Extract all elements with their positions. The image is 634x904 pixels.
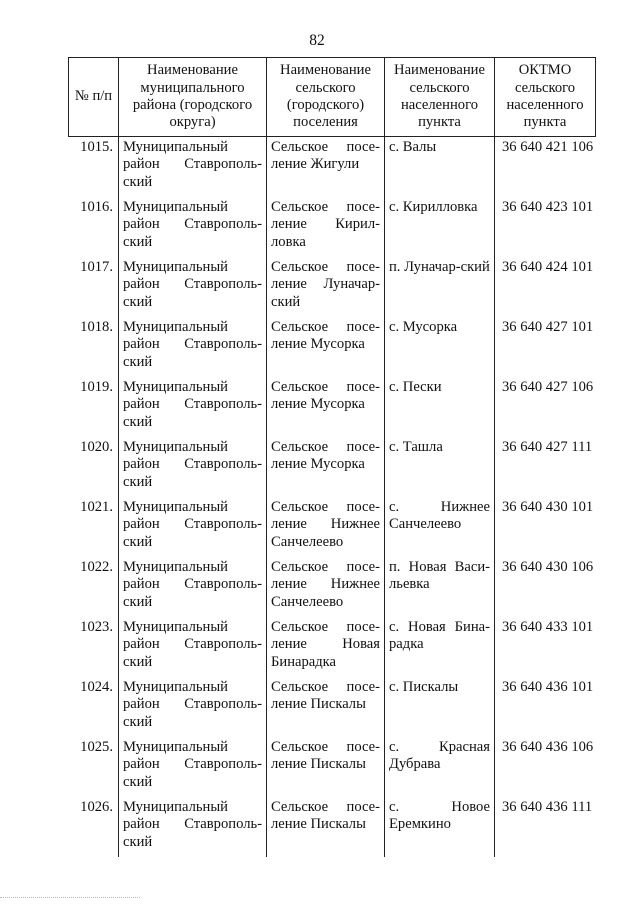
settlement-name: Сельское посе-ление Пискалы: [267, 677, 385, 737]
oktmo-code: 36 640 423 101: [502, 199, 594, 215]
locality-name: с. Валы: [385, 137, 495, 198]
locality-name: с. Пески: [385, 377, 495, 437]
locality-name: п. Луначар-ский: [385, 257, 495, 317]
district-name: Муниципальный район Ставрополь-ский: [119, 737, 267, 797]
table-row: [69, 197, 596, 257]
row-number: 1026.: [69, 797, 119, 857]
header-locality: Наименование сельского населенного пункта: [385, 58, 495, 137]
locality-name: с. Нижнее Санчелеево: [385, 497, 495, 557]
oktmo-code: 36 640 421 106: [502, 139, 594, 155]
row-number: 1021.: [69, 497, 119, 557]
table-row: [69, 737, 596, 797]
header-district: Наименование муниципального района (городского округа): [119, 58, 267, 137]
district-name: Муниципальный район Ставрополь-ский: [119, 137, 267, 198]
row-number: 1025.: [69, 737, 119, 797]
district-name: Муниципальный район Ставрополь-ский: [119, 557, 267, 617]
settlements-table: [68, 57, 596, 857]
table-row: [69, 437, 596, 497]
table-row: [69, 257, 596, 317]
header-oktmo: ОКТМО сельского населенного пункта: [495, 58, 596, 137]
district-name: Муниципальный район Ставрополь-ский: [119, 677, 267, 737]
scan-edge-mark: [0, 897, 140, 902]
row-number: 1022.: [69, 557, 119, 617]
locality-name: с. Мусорка: [385, 317, 495, 377]
header-num: № п/п: [69, 58, 119, 137]
table-row: [69, 317, 596, 377]
table-row: [69, 137, 596, 198]
table-row: [69, 497, 596, 557]
row-number: 1018.: [69, 317, 119, 377]
oktmo-code: 36 640 436 106: [502, 739, 594, 755]
row-number: 1019.: [69, 377, 119, 437]
oktmo-code: 36 640 433 101: [502, 619, 594, 635]
table-row: [69, 377, 596, 437]
locality-name: с. Пискалы: [385, 677, 495, 737]
settlement-name: Сельское посе-ление Мусорка: [267, 437, 385, 497]
locality-name: с. Новое Еремкино: [385, 797, 495, 857]
row-number: 1015.: [69, 137, 119, 198]
header-settlement: Наименование сельского (городского) поселения: [267, 58, 385, 137]
row-number: 1020.: [69, 437, 119, 497]
oktmo-code: 36 640 430 101: [502, 499, 594, 515]
row-number: 1024.: [69, 677, 119, 737]
oktmo-code: 36 640 436 101: [502, 679, 594, 695]
settlement-name: Сельское посе-ление Мусорка: [267, 377, 385, 437]
locality-name: п. Новая Васи-льевка: [385, 557, 495, 617]
oktmo-code: 36 640 427 111: [502, 439, 593, 455]
settlement-name: Сельское посе-ление Луначар-ский: [267, 257, 385, 317]
row-number: 1017.: [69, 257, 119, 317]
district-name: Муниципальный район Ставрополь-ский: [119, 377, 267, 437]
row-number: 1023.: [69, 617, 119, 677]
district-name: Муниципальный район Ставрополь-ский: [119, 437, 267, 497]
settlement-name: Сельское посе-ление Пискалы: [267, 797, 385, 857]
table-header-row: [69, 58, 596, 137]
settlement-name: Сельское посе-ление Мусорка: [267, 317, 385, 377]
settlement-name: Сельское посе-ление Жигули: [267, 137, 385, 198]
locality-name: с. Красная Дубрава: [385, 737, 495, 797]
oktmo-code: 36 640 436 111: [502, 799, 593, 815]
locality-name: с. Ташла: [385, 437, 495, 497]
table-row: [69, 617, 596, 677]
settlement-name: Сельское посе-ление Нижнее Санчелеево: [267, 497, 385, 557]
settlement-name: Сельское посе-ление Нижнее Санчелеево: [267, 557, 385, 617]
table-row: [69, 797, 596, 857]
locality-name: с. Кирилловка: [385, 197, 495, 257]
district-name: Муниципальный район Ставрополь-ский: [119, 257, 267, 317]
oktmo-code: 36 640 430 106: [502, 559, 594, 575]
district-name: Муниципальный район Ставрополь-ский: [119, 797, 267, 857]
table-row: [69, 557, 596, 617]
page-number: 82: [309, 32, 325, 49]
settlement-name: Сельское посе-ление Новая Бинарадка: [267, 617, 385, 677]
row-number: 1016.: [69, 197, 119, 257]
oktmo-code: 36 640 427 101: [502, 319, 594, 335]
oktmo-code: 36 640 427 106: [502, 379, 594, 395]
locality-name: с. Новая Бина-радка: [385, 617, 495, 677]
settlement-name: Сельское посе-ление Кирил-ловка: [267, 197, 385, 257]
district-name: Муниципальный район Ставрополь-ский: [119, 617, 267, 677]
district-name: Муниципальный район Ставрополь-ский: [119, 197, 267, 257]
oktmo-code: 36 640 424 101: [502, 259, 594, 275]
table-row: [69, 677, 596, 737]
district-name: Муниципальный район Ставрополь-ский: [119, 497, 267, 557]
table-body: [69, 137, 596, 858]
settlement-name: Сельское посе-ление Пискалы: [267, 737, 385, 797]
district-name: Муниципальный район Ставрополь-ский: [119, 317, 267, 377]
